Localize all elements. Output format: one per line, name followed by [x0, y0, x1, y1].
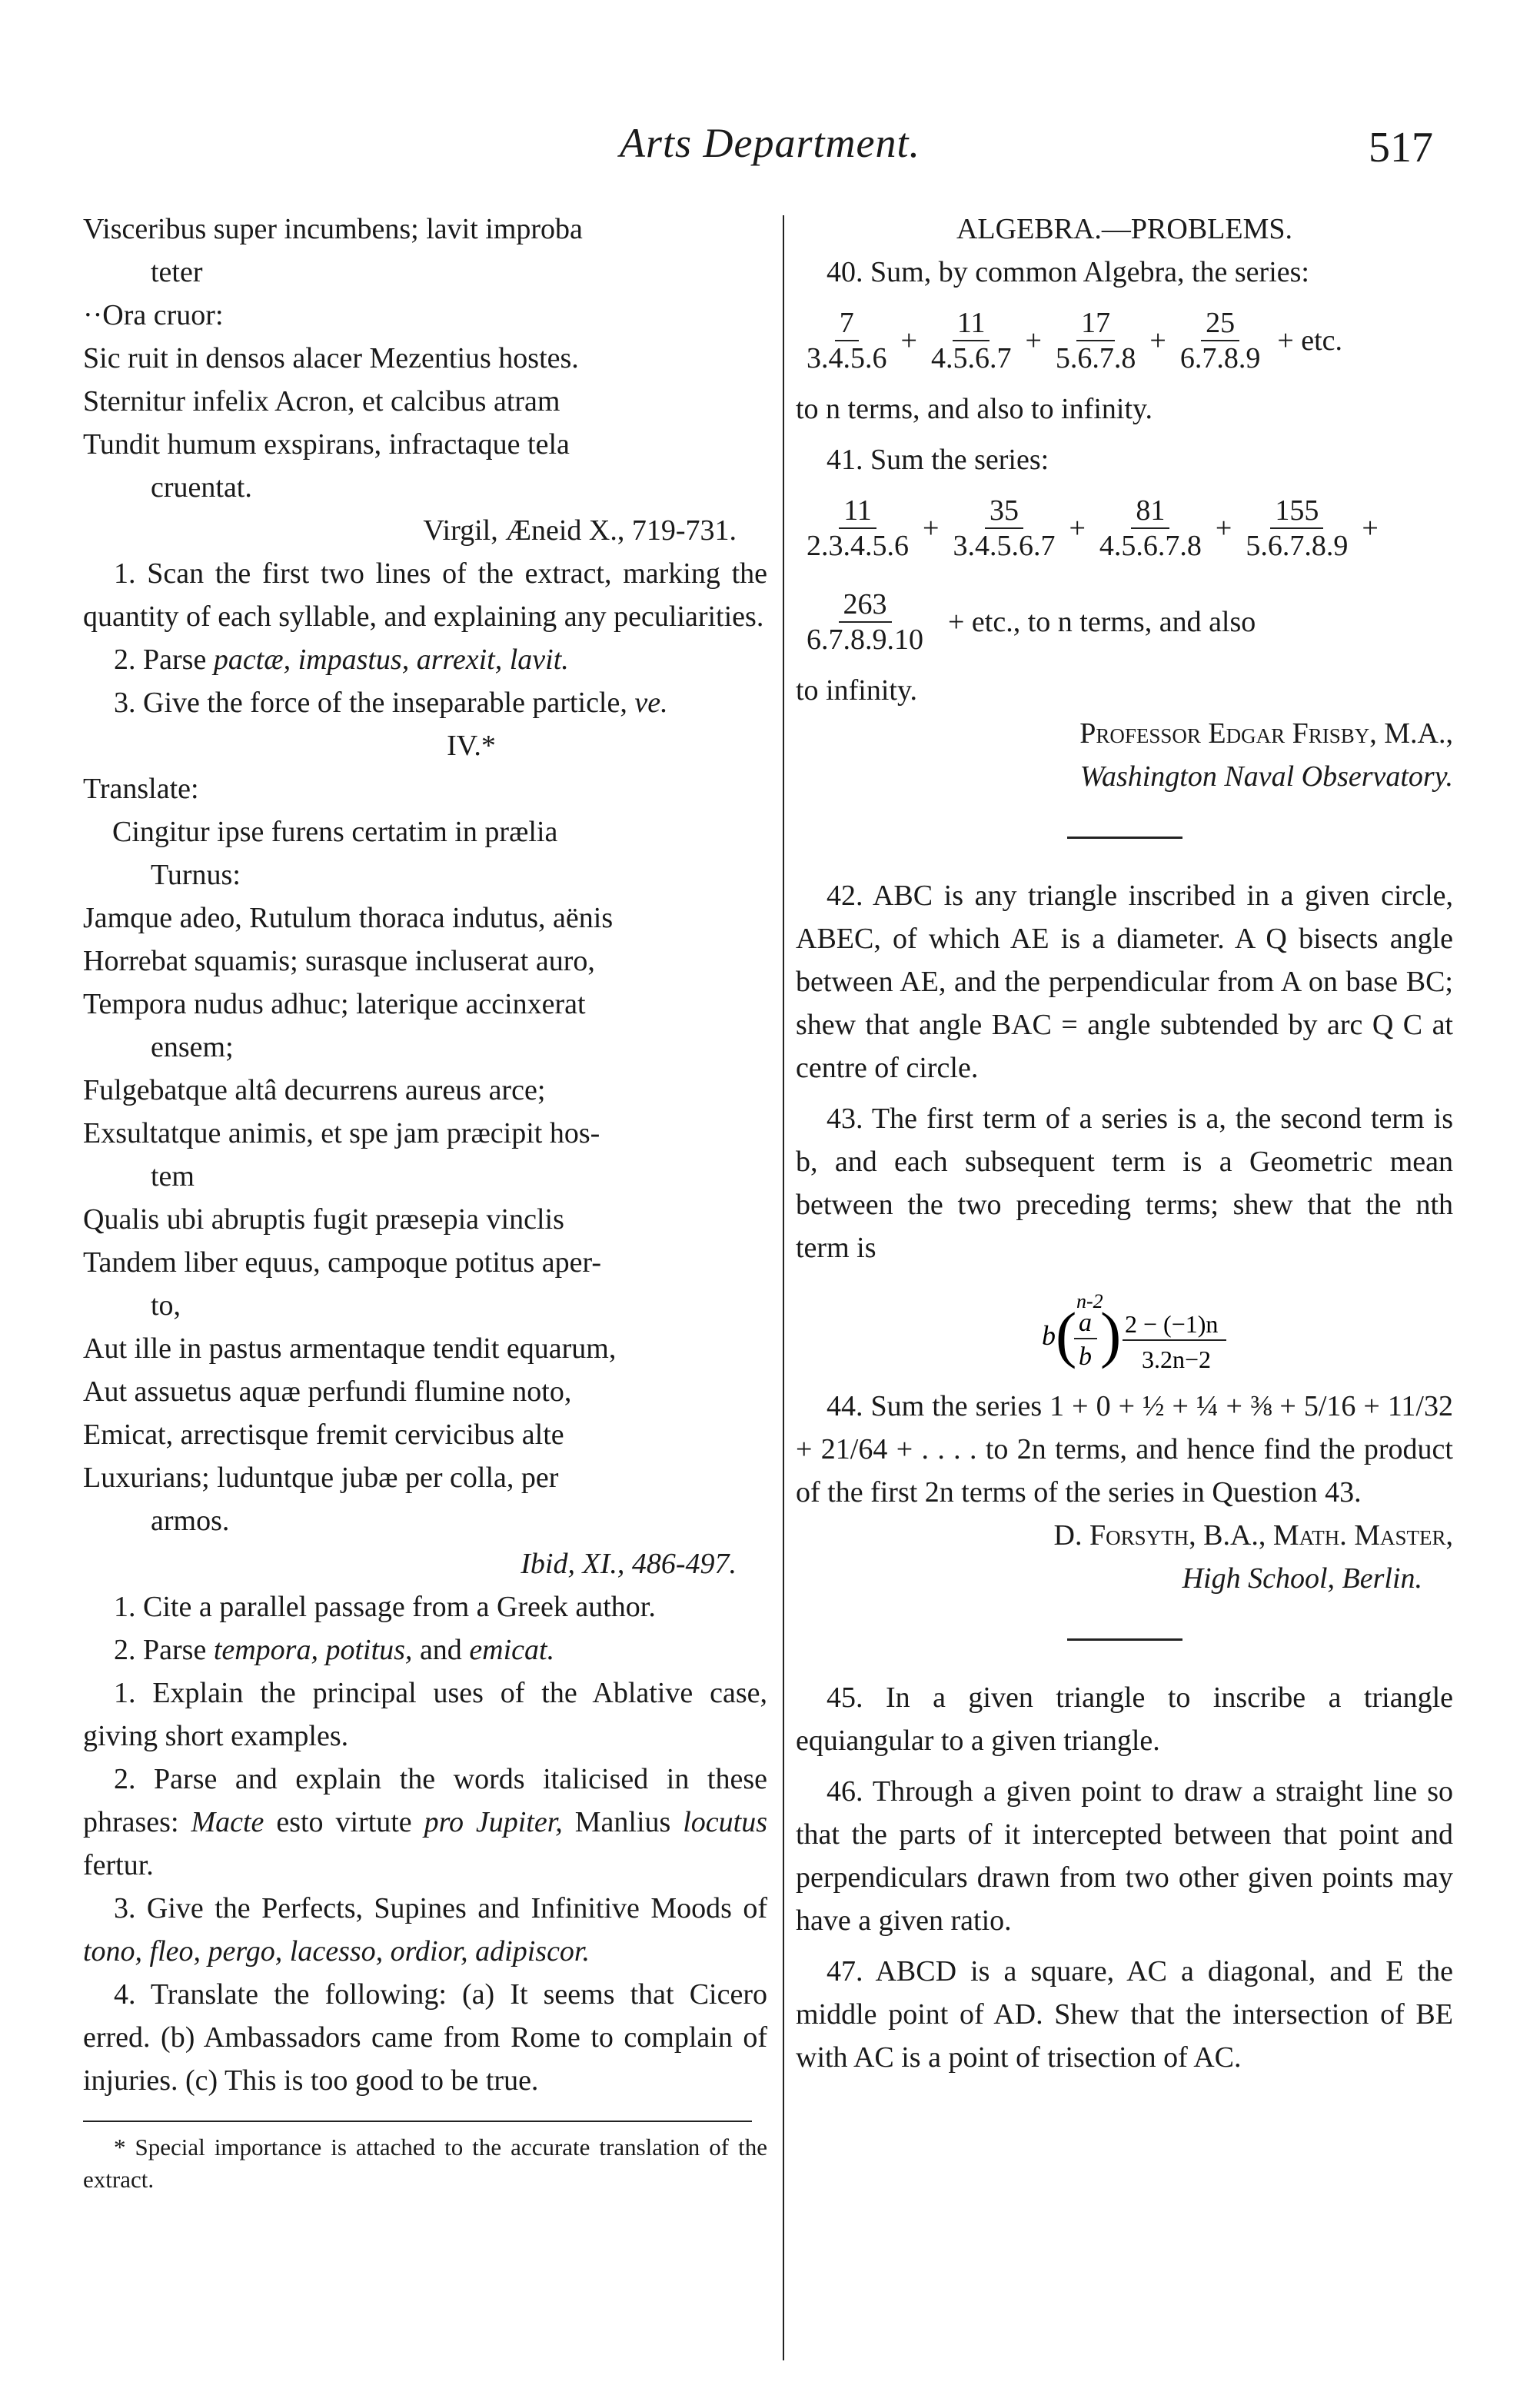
fraction	[802, 306, 892, 375]
verse-line: Aut ille in pastus armentaque tendit equarum,	[83, 1332, 617, 1365]
problem-42: 42. ABC is any triangle inscribed in a given circle, ABEC, of which AE is a diameter. A Q bisects angle between AE, and the perpendicular from A on base BC; shew that angle BAC = angle subtended by arc Q C at centre of circle.	[796, 880, 1453, 1084]
signature-frisby-place: Washington Naval Observatory.	[1079, 760, 1453, 793]
fraction-denominator: 2.3.4.5.6	[807, 530, 909, 562]
verse-line: Qualis ubi abruptis fugit præsepia vinclis	[83, 1203, 564, 1236]
problem-41: 41. Sum the series:	[827, 444, 1049, 476]
fraction-numerator: 25	[1201, 306, 1239, 341]
signature-frisby: Professor Edgar Frisby, M.A.,	[1079, 717, 1453, 750]
fraction	[926, 306, 1016, 375]
nth-term-formula	[796, 1269, 1453, 1385]
fraction	[1176, 306, 1266, 375]
section-heading-algebra: ALGEBRA.—PROBLEMS.	[956, 213, 1293, 245]
section-number: IV.*	[447, 730, 496, 762]
verse-line: Emicat, arrectisque fremit cervicibus alte	[83, 1419, 564, 1451]
fraction-denominator: 4.5.6.7.8	[1099, 530, 1202, 562]
question-italicised: 2. Parse and explain the words italicised in these phrases: Macte esto virtute pro Jupiter, Manlius locutus fertur.	[83, 1763, 767, 1881]
fraction	[1095, 494, 1206, 563]
translate-label: Translate:	[83, 773, 199, 805]
verse-line: armos.	[151, 1505, 230, 1537]
verse-line: Luxurians; luduntque jubæ per colla, per	[83, 1462, 559, 1494]
plus-sign: +	[1215, 512, 1232, 544]
series-41-cont	[796, 575, 1453, 669]
fraction-denominator: 3.4.5.6.7	[953, 530, 1056, 562]
verse-passage-2	[83, 810, 767, 1542]
citation-virgil: Virgil, Æneid X., 719-731.	[423, 514, 737, 547]
verse-line: Exsultatque animis, et spe jam præcipit hos-	[83, 1117, 600, 1149]
problem-44: 44. Sum the series 1 + 0 + ½ + ¼ + ⅜ + 5/16 + 11/32 + 21/64 + . . . . to 2n terms, and hence find the product of the first 2n terms of the series in Question 43.	[796, 1390, 1453, 1509]
problem-45: 45. In a given triangle to inscribe a triangle equiangular to a given triangle.	[796, 1681, 1453, 1757]
section-rule	[1067, 837, 1182, 839]
question-ablative: 1. Explain the principal uses of the Ablative case, giving short examples.	[83, 1677, 767, 1752]
fraction-numerator: 35	[985, 494, 1023, 529]
plus-sign: +	[1149, 324, 1166, 357]
verse-passage-1	[83, 208, 767, 509]
verse-line: ··Ora cruor:	[83, 299, 224, 331]
fraction-denominator: 3.4.5.6	[807, 342, 887, 374]
citation-ibid	[83, 1542, 767, 1585]
formula-denominator: 3.2n−2	[1142, 1346, 1212, 1373]
verse-line: tem	[151, 1160, 195, 1193]
question-parse-2: 2. Parse tempora, potitus, and emicat.	[114, 1634, 555, 1666]
problem-40: 40. Sum, by common Algebra, the series:	[827, 256, 1309, 288]
plus-sign: +	[1069, 512, 1086, 544]
formula-numerator: 2 − (−1)n	[1125, 1310, 1219, 1338]
question-scan: 1. Scan the first two lines of the extract, marking the quantity of each syllable, and explaining any peculiarities.	[83, 557, 767, 633]
verse-line: Horrebat squamis; surasque incluserat auro,	[83, 945, 595, 977]
fraction	[802, 494, 913, 563]
fraction	[1051, 306, 1141, 375]
formula-open-paren: (	[1056, 1299, 1077, 1369]
problem-40-end: to n terms, and also to infinity.	[796, 393, 1153, 425]
verse-line: ensem;	[151, 1031, 234, 1063]
plus-sign: +	[1362, 512, 1379, 544]
fraction	[1241, 494, 1352, 563]
right-column	[796, 208, 1453, 2079]
question-parse-1	[83, 638, 767, 681]
q3-italic: ve.	[634, 687, 668, 719]
question-cite-parallel: 1. Cite a parallel passage from a Greek author.	[114, 1591, 656, 1623]
series-41	[796, 481, 1453, 575]
column-divider	[783, 215, 784, 2360]
verse-line: to,	[151, 1289, 181, 1322]
ibid-text: Ibid, XI., 486-497.	[521, 1548, 737, 1580]
q3-text: 3. Give the force of the inseparable particle,	[114, 687, 635, 719]
left-column	[83, 208, 767, 2196]
footnote: * Special importance is attached to the accurate translation of the extract.	[83, 2134, 767, 2193]
series-41-tail: + etc., to n terms, and also	[948, 606, 1256, 638]
fraction: $\frac{263}{6.7.8.9.10}$	[807, 588, 923, 656]
formula-close-paren: )	[1100, 1299, 1122, 1369]
formula-exponent: n-2	[1076, 1290, 1103, 1312]
fraction-numerator: 11	[839, 494, 876, 529]
footnote-rule	[83, 2121, 752, 2122]
verse-line: Cingitur ipse furens certatim in prælia	[112, 816, 558, 848]
page-number: 517	[1369, 124, 1433, 171]
series-40	[796, 294, 1453, 388]
problem-41-end: to infinity.	[796, 674, 917, 707]
problem-46: 46. Through a given point to draw a straight line so that the parts of it intercepted between that point and perpendiculars drawn from two other given points may have a given ratio.	[796, 1775, 1453, 1937]
fraction-denominator: 4.5.6.7	[930, 342, 1012, 374]
q2-italic: pactæ, impastus, arrexit, lavit.	[213, 644, 569, 676]
problem-47: 47. ABCD is a square, AC a diagonal, and E the middle point of AD. Shew that the intersection of BE with AC is a point of trisection of AC.	[796, 1955, 1453, 2074]
verse-line: Sic ruit in densos alacer Mezentius hostes.	[83, 342, 579, 374]
fraction	[948, 494, 1059, 563]
series-tail: + etc.	[1277, 324, 1343, 357]
verse-line: Tundit humum exspirans, infractaque tela	[83, 428, 570, 461]
formula-b-den: b	[1079, 1342, 1092, 1371]
question-perfects: 3. Give the Perfects, Supines and Infinitive Moods of tono, fleo, pergo, lacesso, ordior, adipiscor.	[83, 1892, 767, 1968]
verse-line: teter	[151, 256, 203, 288]
problem-43: 43. The first term of a series is a, the second term is b, and each subsequent term is a Geometric mean between the two preceding terms; shew that the nth term is	[796, 1103, 1453, 1264]
verse-line: Turnus:	[151, 859, 241, 891]
formula-graphic	[796, 1269, 1453, 1385]
question-particle	[83, 681, 767, 724]
fraction-denominator: 6.7.8.9	[1179, 342, 1261, 374]
signature-forsyth-place: High School, Berlin.	[1182, 1562, 1422, 1595]
verse-line: Jamque adeo, Rutulum thoraca indutus, aënis	[83, 902, 614, 934]
verse-line: Visceribus super incumbens; lavit improba	[83, 213, 583, 245]
signature-forsyth: D. Forsyth, B.A., Math. Master,	[1053, 1519, 1453, 1552]
verse-line: Tandem liber equus, campoque potitus aper-	[83, 1246, 602, 1279]
running-header: Arts Department.	[620, 120, 920, 166]
formula-b: b	[1042, 1320, 1056, 1351]
fraction-numerator: 17	[1076, 306, 1115, 341]
verse-line: Sternitur infelix Acron, et calcibus atram	[83, 385, 560, 417]
verse-line: cruentat.	[151, 471, 252, 504]
q2-text: 2. Parse	[114, 644, 214, 676]
formula-a: a	[1079, 1309, 1092, 1337]
fraction-numerator: 7	[835, 306, 859, 341]
fraction-denominator: 5.6.7.8	[1055, 342, 1136, 374]
plus-sign: +	[900, 324, 917, 357]
fraction-numerator: 81	[1131, 494, 1169, 529]
verse-line: Aut assuetus aquæ perfundi flumine noto,	[83, 1375, 572, 1408]
fraction-numerator: 155	[1270, 494, 1323, 529]
plus-sign: +	[923, 512, 940, 544]
fraction-numerator: 11	[953, 306, 990, 341]
question-translate-following: 4. Translate the following: (a) It seems that Cicero erred. (b) Ambassadors came from Rome to complain of injuries. (c) This is too good to be true.	[83, 1978, 767, 2097]
fraction-denominator: 5.6.7.8.9	[1246, 530, 1349, 562]
verse-line: Fulgebatque altâ decurrens aureus arce;	[83, 1074, 546, 1106]
section-rule-2	[1067, 1638, 1182, 1641]
verse-line: Tempora nudus adhuc; laterique accinxerat	[83, 988, 586, 1020]
plus-sign: +	[1025, 324, 1042, 357]
